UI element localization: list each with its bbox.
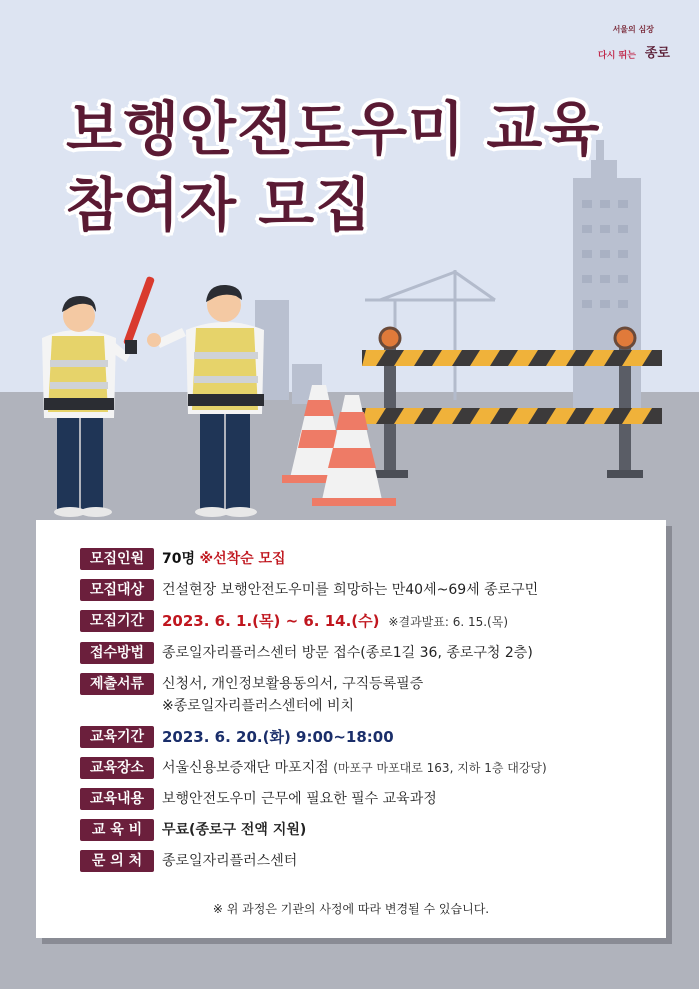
logo-right-text: 종로 xyxy=(644,46,670,61)
info-value: 신청서, 개인정보활용동의서, 구직등록필증 xyxy=(162,676,424,692)
info-row-fee xyxy=(80,819,656,841)
info-value: 2023. 6. 20.(화) 9:00~18:00 xyxy=(162,728,394,746)
footnote: ※ 위 과정은 기관의 사정에 따라 변경될 수 있습니다. xyxy=(212,902,490,916)
info-label: 접수방법 xyxy=(80,642,154,664)
info-label: 문 의 처 xyxy=(80,850,154,872)
info-value: 무료(종로구 전액 지원) xyxy=(162,822,307,838)
info-value: 건설현장 보행안전도우미를 희망하는 만40세~69세 종로구민 xyxy=(162,582,539,598)
info-row-education-period xyxy=(80,726,656,748)
info-extra: (마포구 마포대로 163, 지하 1층 대강당) xyxy=(333,761,547,775)
info-extra: ※결과발표: 6. 15.(목) xyxy=(388,615,509,629)
info-label: 교육장소 xyxy=(80,757,154,779)
info-value: 서울신용보증재단 마포지점 xyxy=(162,760,329,776)
logo-top-text: 서울의 심장 xyxy=(612,25,654,34)
info-extra: ※종로일자리플러스센터에 비치 xyxy=(162,698,354,714)
logo-left-text: 다시 뛰는 xyxy=(598,51,636,61)
info-extra: ※선착순 모집 xyxy=(199,551,286,567)
info-row-documents xyxy=(80,673,656,717)
info-label: 교육내용 xyxy=(80,788,154,810)
info-label: 모집기간 xyxy=(80,610,154,632)
info-value: 보행안전도우미 근무에 필요한 필수 교육과정 xyxy=(162,791,437,807)
info-row-education-place xyxy=(80,757,656,779)
info-row-application-method xyxy=(80,642,656,664)
info-label: 교육기간 xyxy=(80,726,154,748)
info-value: 2023. 6. 1.(목) ~ 6. 14.(수) xyxy=(162,612,380,630)
info-value: 종로일자리플러스센터 방문 접수(종로1길 36, 종로구청 2층) xyxy=(162,645,533,661)
info-row-education-content xyxy=(80,788,656,810)
info-rows xyxy=(80,548,656,881)
info-card xyxy=(36,520,666,938)
title-line-1: 보행안전도우미 교육 xyxy=(66,95,601,163)
info-label: 모집인원 xyxy=(80,548,154,570)
info-value: 70명 xyxy=(162,551,196,567)
info-label: 모집대상 xyxy=(80,579,154,601)
info-row-contact xyxy=(80,850,656,872)
info-label: 교 육 비 xyxy=(80,819,154,841)
info-value: 종로일자리플러스센터 xyxy=(162,853,298,869)
info-label: 제출서류 xyxy=(80,673,154,695)
jongno-logo xyxy=(592,20,672,74)
info-row-recruit-count xyxy=(80,548,656,570)
info-row-recruit-period xyxy=(80,610,656,633)
info-row-recruit-target xyxy=(80,579,656,601)
title-line-2: 참여자 모집 xyxy=(66,171,373,239)
